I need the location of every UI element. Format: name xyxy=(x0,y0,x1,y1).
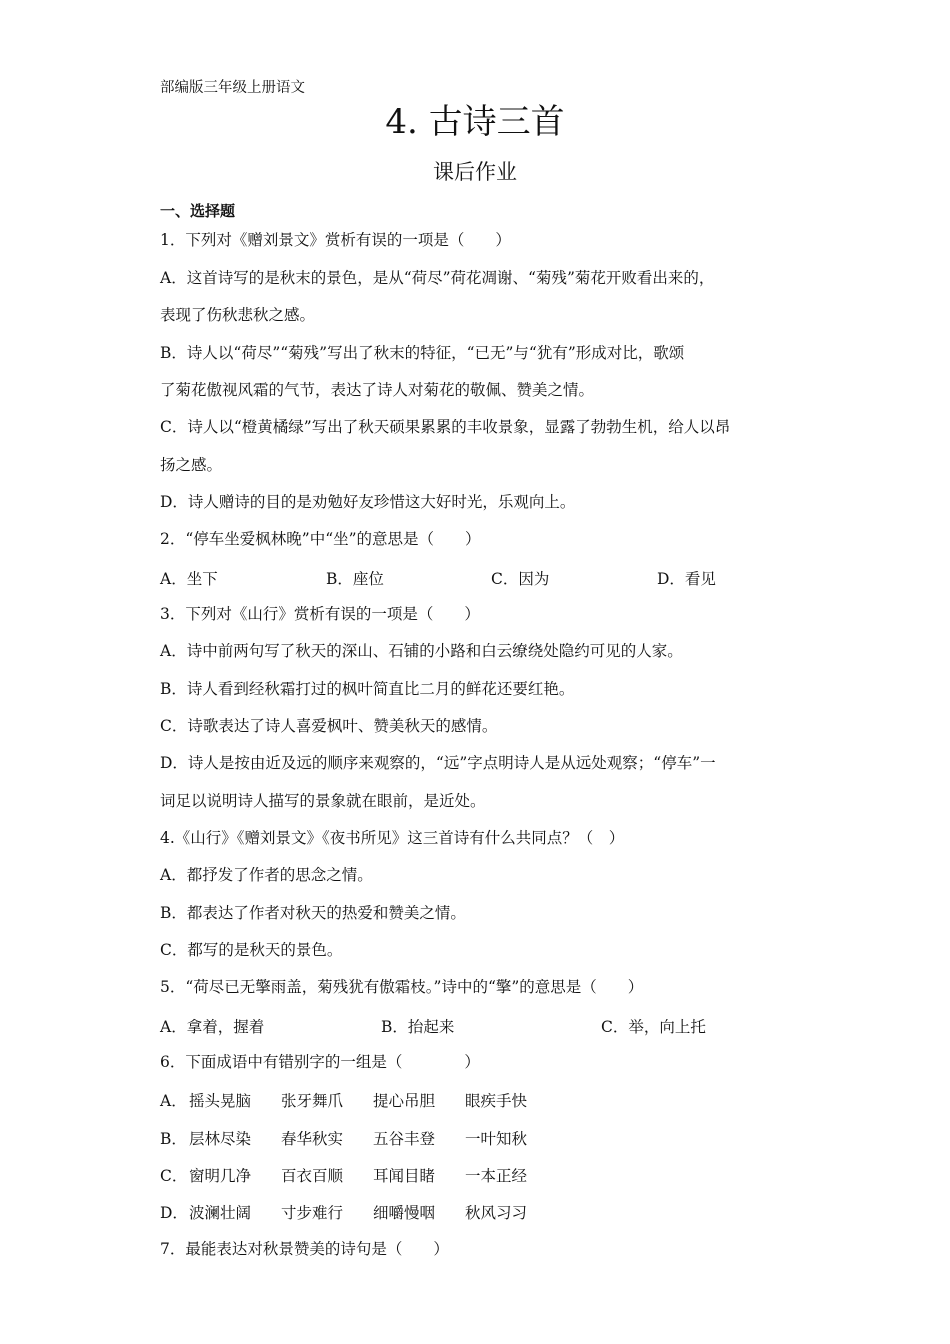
q6-row-a-word: 眼疾手快 xyxy=(465,1092,528,1110)
question-2: 2．“停车坐爱枫林晚”中“坐”的意思是（ ） xyxy=(160,530,481,548)
q2-option-a: A．坐下 xyxy=(160,570,218,588)
q6-row-c-word: 百衣百顺 xyxy=(281,1167,344,1185)
q1-option-b-line1: B．诗人以“荷尽”“菊残”写出了秋末的特征，“已无”与“犹有”形成对比，歌颂 xyxy=(160,344,685,362)
question-3: 3．下列对《山行》赏析有误的一项是（ ） xyxy=(160,605,480,623)
q4-option-b: B．都表达了作者对秋天的热爱和赞美之情。 xyxy=(160,904,466,922)
question-7: 7．最能表达对秋景赞美的诗句是（ ） xyxy=(160,1240,449,1258)
q1-option-b-line2: 了菊花傲视风霜的气节，表达了诗人对菊花的敬佩、赞美之情。 xyxy=(160,381,595,399)
q6-row-c-word: 窗明几净 xyxy=(189,1167,252,1185)
q2-option-b: B．座位 xyxy=(326,570,384,588)
q2-option-c: C．因为 xyxy=(491,570,550,588)
q6-row-b-word: 春华秋实 xyxy=(281,1130,344,1148)
q3-option-a: A．诗中前两句写了秋天的深山、石铺的小路和白云缭绕处隐约可见的人家。 xyxy=(160,642,683,660)
question-6: 6．下面成语中有错别字的一组是（ ） xyxy=(160,1053,480,1071)
q6-row-a-word: 张牙舞爪 xyxy=(281,1092,344,1110)
question-1: 1．下列对《赠刘景文》赏析有误的一项是（ ） xyxy=(160,231,511,249)
q6-row-a-word: 摇头晃脑 xyxy=(189,1092,252,1110)
q2-option-d: D．看见 xyxy=(657,570,716,588)
q3-option-c: C．诗歌表达了诗人喜爱枫叶、赞美秋天的感情。 xyxy=(160,717,498,735)
q6-row-d-label: D． xyxy=(160,1204,188,1222)
section-heading: 一、选择题 xyxy=(160,202,236,220)
q6-row-d-word: 波澜壮阔 xyxy=(189,1204,252,1222)
q1-option-a-line1: A．这首诗写的是秋末的景色，是从“荷尽”荷花凋谢、“菊残”菊花开败看出来的， xyxy=(160,269,715,287)
q1-option-c-line2: 扬之感。 xyxy=(160,456,223,474)
q4-option-c: C．都写的是秋天的景色。 xyxy=(160,941,343,959)
q6-row-b-label: B． xyxy=(160,1130,187,1148)
q6-row-a-label: A． xyxy=(160,1092,187,1110)
q6-row-d-word: 秋风习习 xyxy=(465,1204,528,1222)
q6-row-b-word: 五谷丰登 xyxy=(373,1130,436,1148)
q1-option-d: D．诗人赠诗的目的是劝勉好友珍惜这大好时光，乐观向上。 xyxy=(160,493,576,511)
q1-option-c-line1: C．诗人以“橙黄橘绿”写出了秋天硕果累累的丰收景象，显露了勃勃生机，给人以昂 xyxy=(160,418,731,436)
page-title: 4. 古诗三首 xyxy=(385,102,565,142)
page-subtitle: 课后作业 xyxy=(433,160,517,184)
q6-row-c-word: 耳闻目睹 xyxy=(373,1167,436,1185)
q6-row-a-word: 提心吊胆 xyxy=(373,1092,436,1110)
q6-row-b-word: 层林尽染 xyxy=(189,1130,252,1148)
q1-option-a-line2: 表现了伤秋悲秋之感。 xyxy=(160,306,316,324)
q6-row-b-word: 一叶知秋 xyxy=(465,1130,528,1148)
q6-row-d-word: 细嚼慢咽 xyxy=(373,1204,436,1222)
question-5: 5．“荷尽已无擎雨盖，菊残犹有傲霜枝。”诗中的“擎”的意思是（ ） xyxy=(160,978,644,996)
q6-row-c-word: 一本正经 xyxy=(465,1167,528,1185)
document-header: 部编版三年级上册语文 xyxy=(160,80,305,96)
question-4: 4.《山行》《赠刘景文》《夜书所见》这三首诗有什么共同点？（ ） xyxy=(160,829,625,847)
q6-row-d-word: 寸步难行 xyxy=(281,1204,344,1222)
q5-option-a: A．拿着，握着 xyxy=(160,1018,265,1036)
q4-option-a: A．都抒发了作者的思念之情。 xyxy=(160,866,373,884)
q3-option-d-line1: D．诗人是按由近及远的顺序来观察的，“远”字点明诗人是从远处观察；“停车”一 xyxy=(160,754,716,772)
q6-row-c-label: C． xyxy=(160,1167,188,1185)
q3-option-d-line2: 词足以说明诗人描写的景象就在眼前，是近处。 xyxy=(160,792,486,810)
q5-option-c: C．举，向上托 xyxy=(601,1018,706,1036)
q3-option-b: B．诗人看到经秋霜打过的枫叶简直比二月的鲜花还要红艳。 xyxy=(160,680,575,698)
q5-option-b: B．抬起来 xyxy=(381,1018,455,1036)
